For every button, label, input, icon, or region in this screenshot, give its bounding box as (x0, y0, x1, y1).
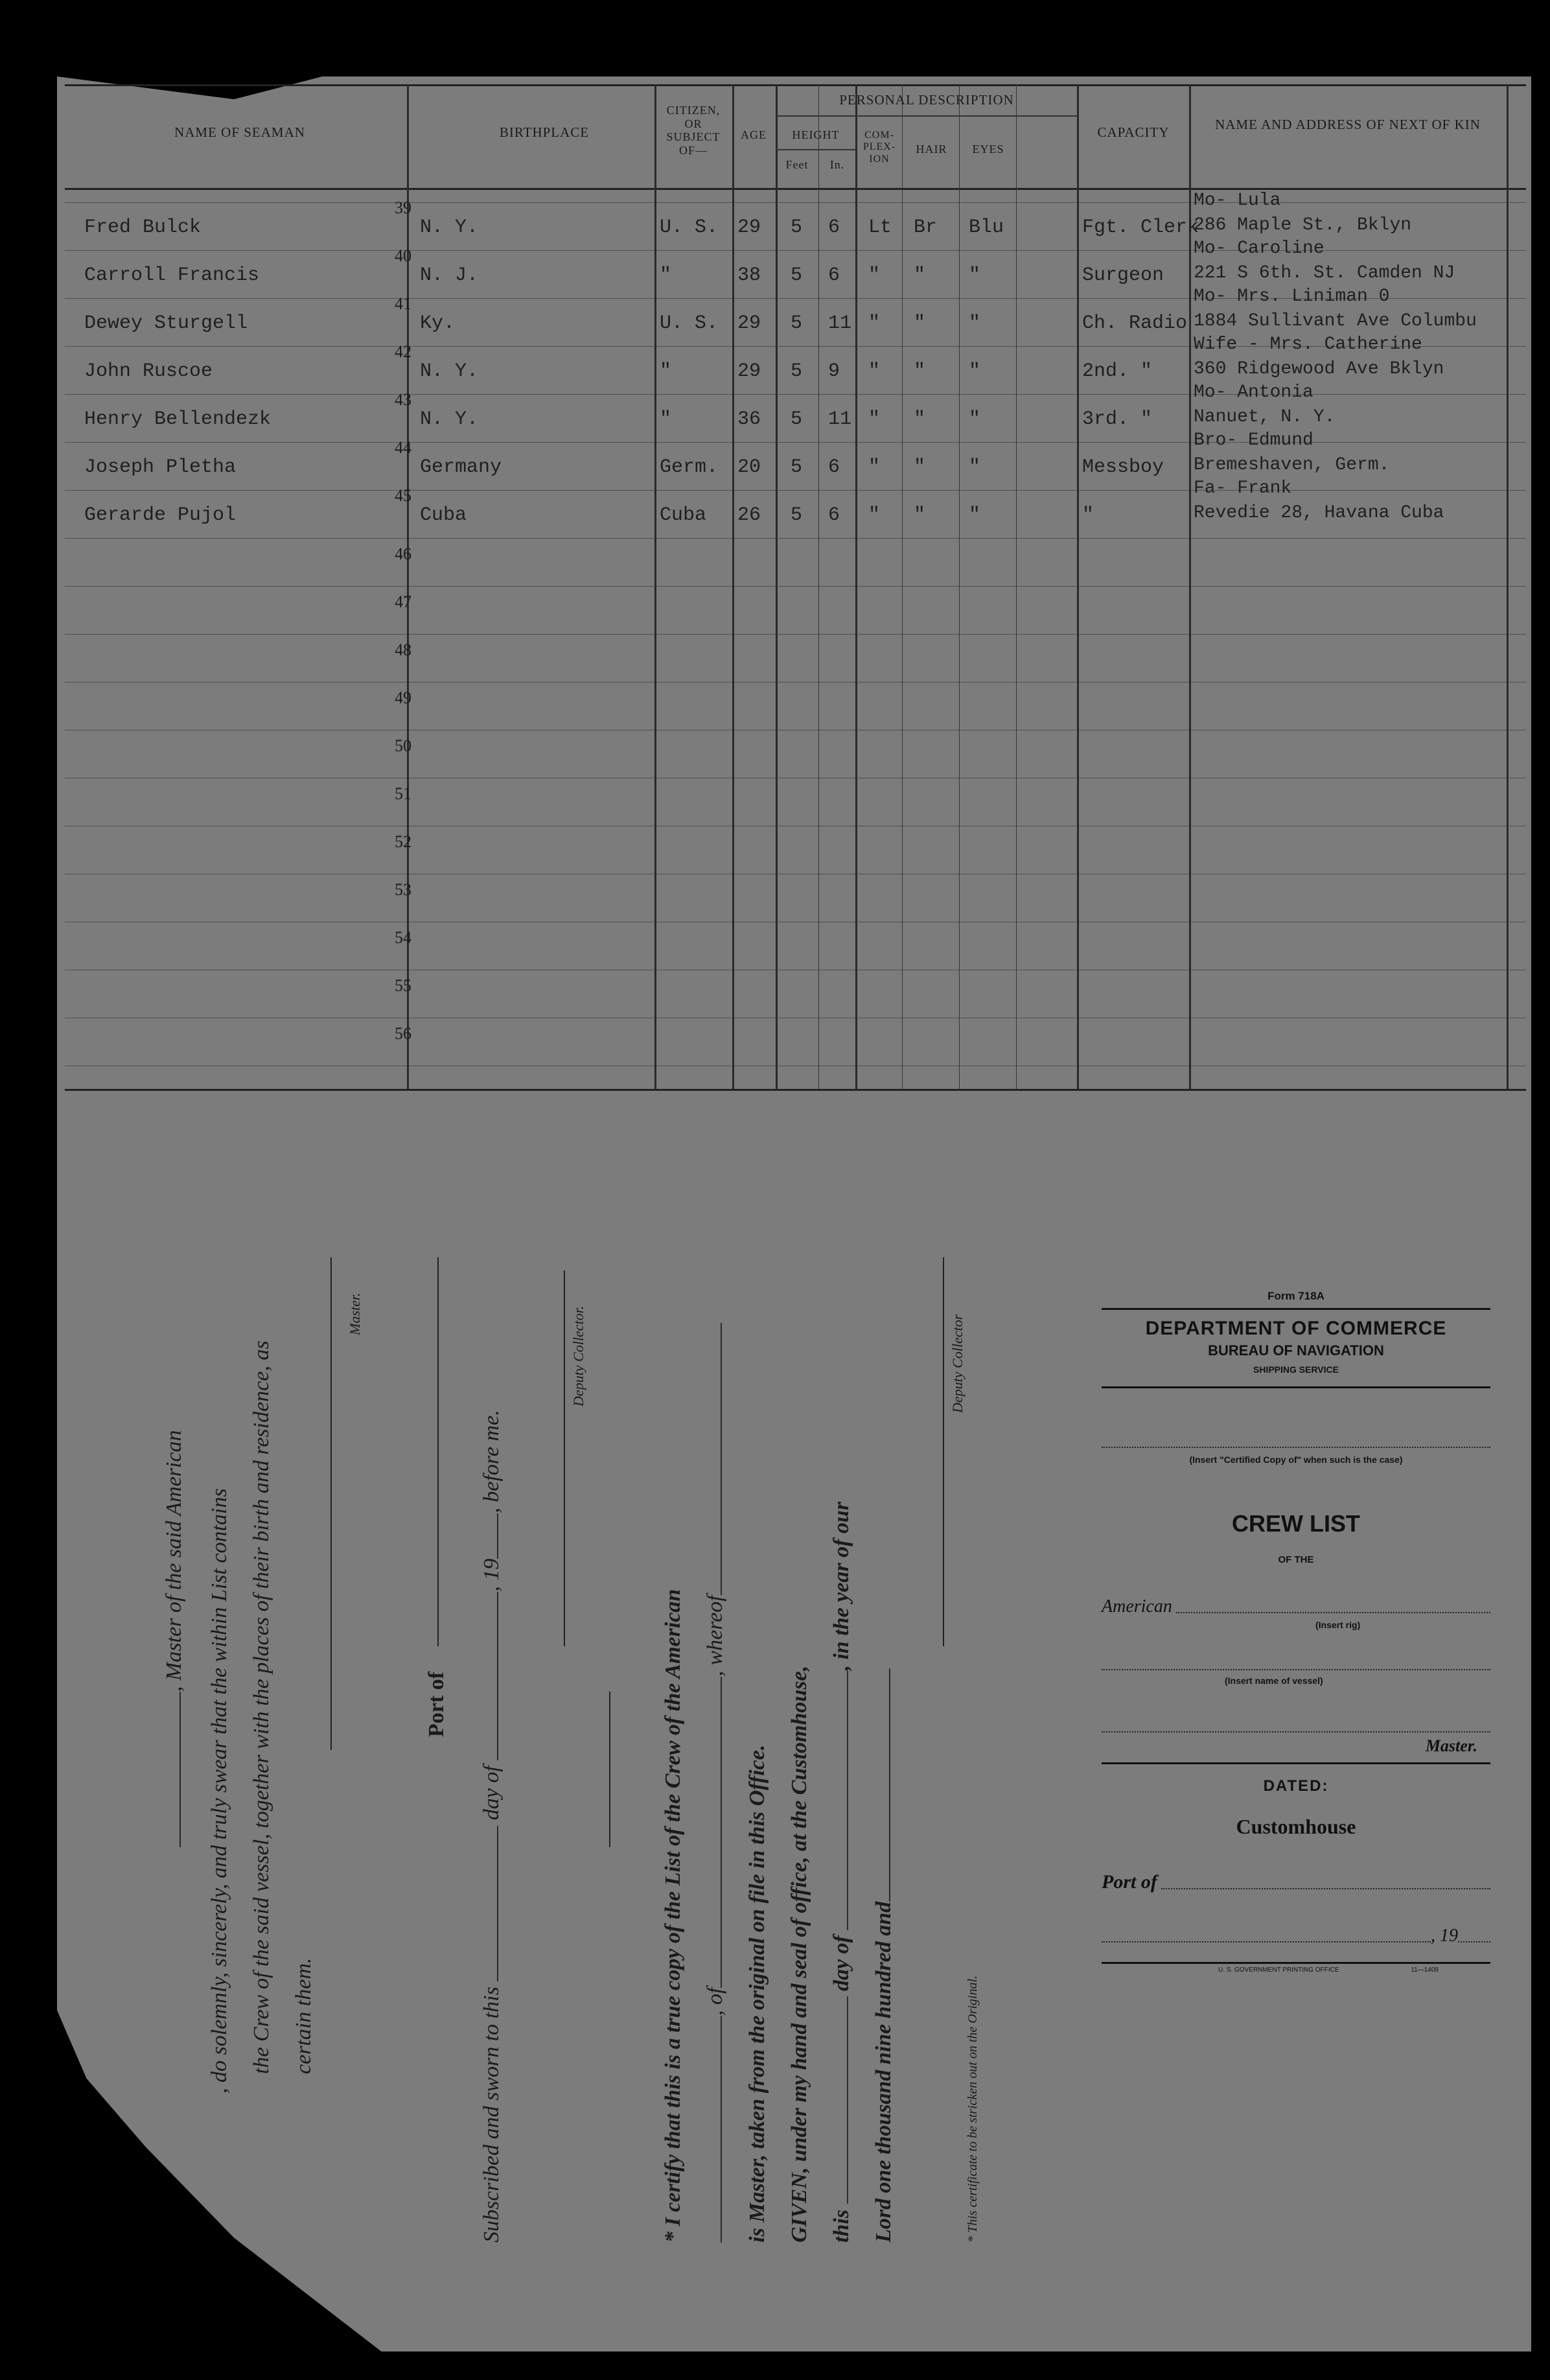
cell-cit: Cuba (660, 504, 707, 526)
header-birthplace: BIRTHPLACE (499, 124, 590, 140)
cell-ft: 5 (791, 264, 803, 286)
cell-cit: U. S. (660, 216, 719, 239)
cell-kin2: 1884 Sullivant Ave Columbu (1194, 311, 1477, 331)
header-citizen: CITIZEN, OR SUBJECT OF— (666, 104, 721, 158)
cell-eyes: " (969, 408, 981, 430)
cell-birth: N. J. (420, 264, 479, 286)
cell-cit: U. S. (660, 312, 719, 334)
cell-kin2: Bremeshaven, Germ. (1194, 455, 1390, 475)
cell-kin1: Mo- Lula (1194, 191, 1281, 211)
form-number: Form 718A (1267, 1290, 1324, 1302)
cert-deputy-label: Deputy Collector (949, 1314, 966, 1413)
cell-hair: " (914, 360, 926, 382)
cell-hair: " (914, 312, 926, 334)
cell-in: 11 (828, 408, 852, 430)
printer-imprint: U. S. GOVERNMENT PRINTING OFFICE (1218, 1966, 1339, 1974)
cell-kin1: Mo- Mrs. Liniman 0 (1194, 286, 1390, 307)
cert-line-2: is Master, taken from the original on file in this Office. (745, 1744, 769, 2243)
cell-cmp: " (868, 408, 881, 430)
oath-line-4: certain them. (292, 1957, 316, 2074)
row-number: 44 (395, 438, 411, 457)
cell-age: 26 (737, 504, 761, 526)
cell-kin2: 360 Ridgewood Ave Bklyn (1194, 359, 1444, 379)
cell-kin2: 286 Maple St., Bklyn (1194, 215, 1412, 235)
row-number: 47 (395, 592, 411, 611)
dated-label: DATED: (1263, 1777, 1329, 1795)
cell-eyes: " (969, 456, 981, 478)
cell-age: 36 (737, 408, 761, 430)
cell-ft: 5 (791, 408, 803, 430)
cell-name: Dewey Sturgell (84, 312, 248, 334)
cert-line-4: this day of , in the year of our (829, 1501, 853, 2243)
cell-hair: Br (914, 216, 938, 239)
cell-eyes: " (969, 360, 981, 382)
cell-kin2: Revedie 28, Havana Cuba (1194, 503, 1444, 523)
header-capacity: CAPACITY (1097, 124, 1170, 140)
cell-birth: N. Y. (420, 360, 479, 382)
row-number: 49 (395, 688, 411, 707)
cell-cit: Germ. (660, 456, 719, 478)
cell-eyes: " (969, 264, 981, 286)
crew-list-cover (1102, 1290, 1490, 1974)
department-title: DEPARTMENT OF COMMERCE (1145, 1318, 1447, 1339)
cell-age: 20 (737, 456, 761, 478)
cell-name: Gerarde Pujol (84, 504, 237, 526)
row-number: 48 (395, 640, 411, 659)
cell-name: Carroll Francis (84, 264, 260, 286)
cell-kin1: Bro- Edmund (1194, 430, 1313, 450)
row-number: 40 (395, 246, 411, 265)
bureau-title: BUREAU OF NAVIGATION (1208, 1342, 1384, 1359)
oath-sworn: Subscribed and sworn to this day of , 19, before me. (480, 1410, 503, 2243)
cert-line-1: * I certify that this is a true copy of the List of the Crew of the American (661, 1589, 685, 2243)
cell-hair: " (914, 456, 926, 478)
cell-in: 6 (828, 504, 840, 526)
row-number: 54 (395, 928, 411, 947)
cell-hair: " (914, 264, 926, 286)
customhouse-label: Customhouse (1236, 1815, 1356, 1838)
header-inches: In. (829, 158, 845, 171)
cell-age: 29 (737, 216, 761, 239)
master-label: Master. (1425, 1736, 1477, 1755)
of-the-label: OF THE (1278, 1554, 1314, 1565)
cell-cmp: " (868, 504, 881, 526)
header-personal: PERSONAL DESCRIPTION (839, 92, 1014, 108)
cell-cap: 3rd. " (1082, 408, 1153, 430)
cell-cmp: " (868, 456, 881, 478)
cell-cmp: " (868, 312, 881, 334)
cell-ft: 5 (791, 504, 803, 526)
row-number: 52 (395, 832, 411, 851)
cell-age: 29 (737, 312, 761, 334)
cell-hair: " (914, 504, 926, 526)
cell-birth: Ky. (420, 312, 456, 334)
row-number: 53 (395, 880, 411, 899)
cell-in: 11 (828, 312, 852, 334)
cell-name: Henry Bellendezk (84, 408, 272, 430)
row-number: 45 (395, 486, 411, 505)
header-complexion: COM- PLEX- ION (862, 130, 896, 165)
cell-ft: 5 (791, 456, 803, 478)
insert-vessel-note: (Insert name of vessel) (1225, 1675, 1323, 1686)
cell-birth: N. Y. (420, 216, 479, 239)
cert-line-5: Lord one thousand nine hundred and (872, 1668, 896, 2243)
cert-note: * This certificate to be stricken out on the Original. (966, 1975, 980, 2243)
oath-deputy-label: Deputy Collector. (570, 1305, 586, 1406)
year-19-label: , 19 (1431, 1926, 1458, 1946)
header-age: AGE (741, 128, 767, 141)
row-number: 46 (395, 544, 411, 563)
crew-list-title: CREW LIST (1232, 1510, 1360, 1537)
cell-in: 6 (828, 456, 840, 478)
header-hair: HAIR (916, 143, 947, 156)
cell-cit: " (660, 360, 672, 382)
header-name: NAME OF SEAMAN (174, 124, 305, 140)
oath-line-3: the Crew of the said vessel, together with the places of their birth and residence, as (249, 1340, 273, 2074)
cell-name: Fred Bulck (84, 216, 202, 239)
cell-birth: Germany (420, 456, 502, 478)
cell-cmp: " (868, 360, 881, 382)
row-number: 41 (395, 294, 411, 313)
cell-birth: Cuba (420, 504, 467, 526)
crew-table (65, 84, 1526, 1089)
cell-kin1: Wife - Mrs. Catherine (1194, 334, 1422, 355)
cell-cap: Fgt. Clerk (1082, 216, 1199, 239)
cell-cap: Ch. Radio (1082, 312, 1188, 334)
cell-in: 9 (828, 360, 840, 382)
cell-age: 29 (737, 360, 761, 382)
cell-cap: " (1082, 504, 1094, 526)
row-number: 50 (395, 736, 411, 755)
american-label: American (1102, 1596, 1172, 1616)
row-number: 56 (395, 1024, 411, 1043)
cell-in: 6 (828, 264, 840, 286)
row-number: 55 (395, 976, 411, 995)
row-number: 51 (395, 784, 411, 803)
cell-eyes: " (969, 312, 981, 334)
cell-ft: 5 (791, 216, 803, 239)
cell-eyes: Blu (969, 216, 1004, 239)
oath-line-1: , Master of the said American (162, 1430, 187, 1847)
cell-cmp: Lt (868, 216, 892, 239)
cell-kin1: Fa- Frank (1194, 478, 1292, 498)
cell-ft: 5 (791, 312, 803, 334)
cell-cmp: " (868, 264, 881, 286)
row-number: 39 (395, 198, 411, 217)
header-feet: Feet (785, 158, 809, 171)
oath-line-2: , do solemnly, sincerely, and truly swear that the within List contains (207, 1488, 231, 2094)
header-height: HEIGHT (792, 128, 840, 141)
header-eyes: EYES (972, 143, 1004, 156)
cell-cap: 2nd. " (1082, 360, 1153, 382)
header-kin: NAME AND ADDRESS OF NEXT OF KIN (1215, 117, 1481, 132)
cell-ft: 5 (791, 360, 803, 382)
oath-master-label: Master. (347, 1292, 363, 1335)
port-of-label: Port of (1102, 1871, 1157, 1893)
cell-kin1: Mo- Caroline (1194, 239, 1324, 259)
insert-rig-note: (Insert rig) (1315, 1620, 1361, 1630)
cert-line-of: , of, whereof (703, 1323, 728, 2243)
service-title: SHIPPING SERVICE (1253, 1364, 1339, 1375)
cell-eyes: " (969, 504, 981, 526)
cell-cit: " (660, 408, 672, 430)
cell-name: Joseph Pletha (84, 456, 237, 478)
cell-kin1: Mo- Antonia (1194, 382, 1313, 402)
cell-birth: N. Y. (420, 408, 479, 430)
row-number: 42 (395, 342, 411, 361)
cell-kin2: Nanuet, N. Y. (1194, 407, 1336, 427)
cell-cap: Messboy (1082, 456, 1164, 478)
cell-kin2: 221 S 6th. St. Camden NJ (1194, 263, 1455, 283)
cell-cit: " (660, 264, 672, 286)
oath-port-label: Port of (424, 1671, 448, 1737)
print-code: 11—1408 (1411, 1966, 1439, 1974)
cell-in: 6 (828, 216, 840, 239)
cell-hair: " (914, 408, 926, 430)
cell-cap: Surgeon (1082, 264, 1164, 286)
row-number: 43 (395, 390, 411, 409)
cert-line-3: GIVEN, under my hand and seal of office, at the Customhouse, (787, 1665, 811, 2243)
insert-copy-note: (Insert "Certified Copy of" when such is the case) (1189, 1454, 1403, 1465)
cell-age: 38 (737, 264, 761, 286)
cell-name: John Ruscoe (84, 360, 213, 382)
